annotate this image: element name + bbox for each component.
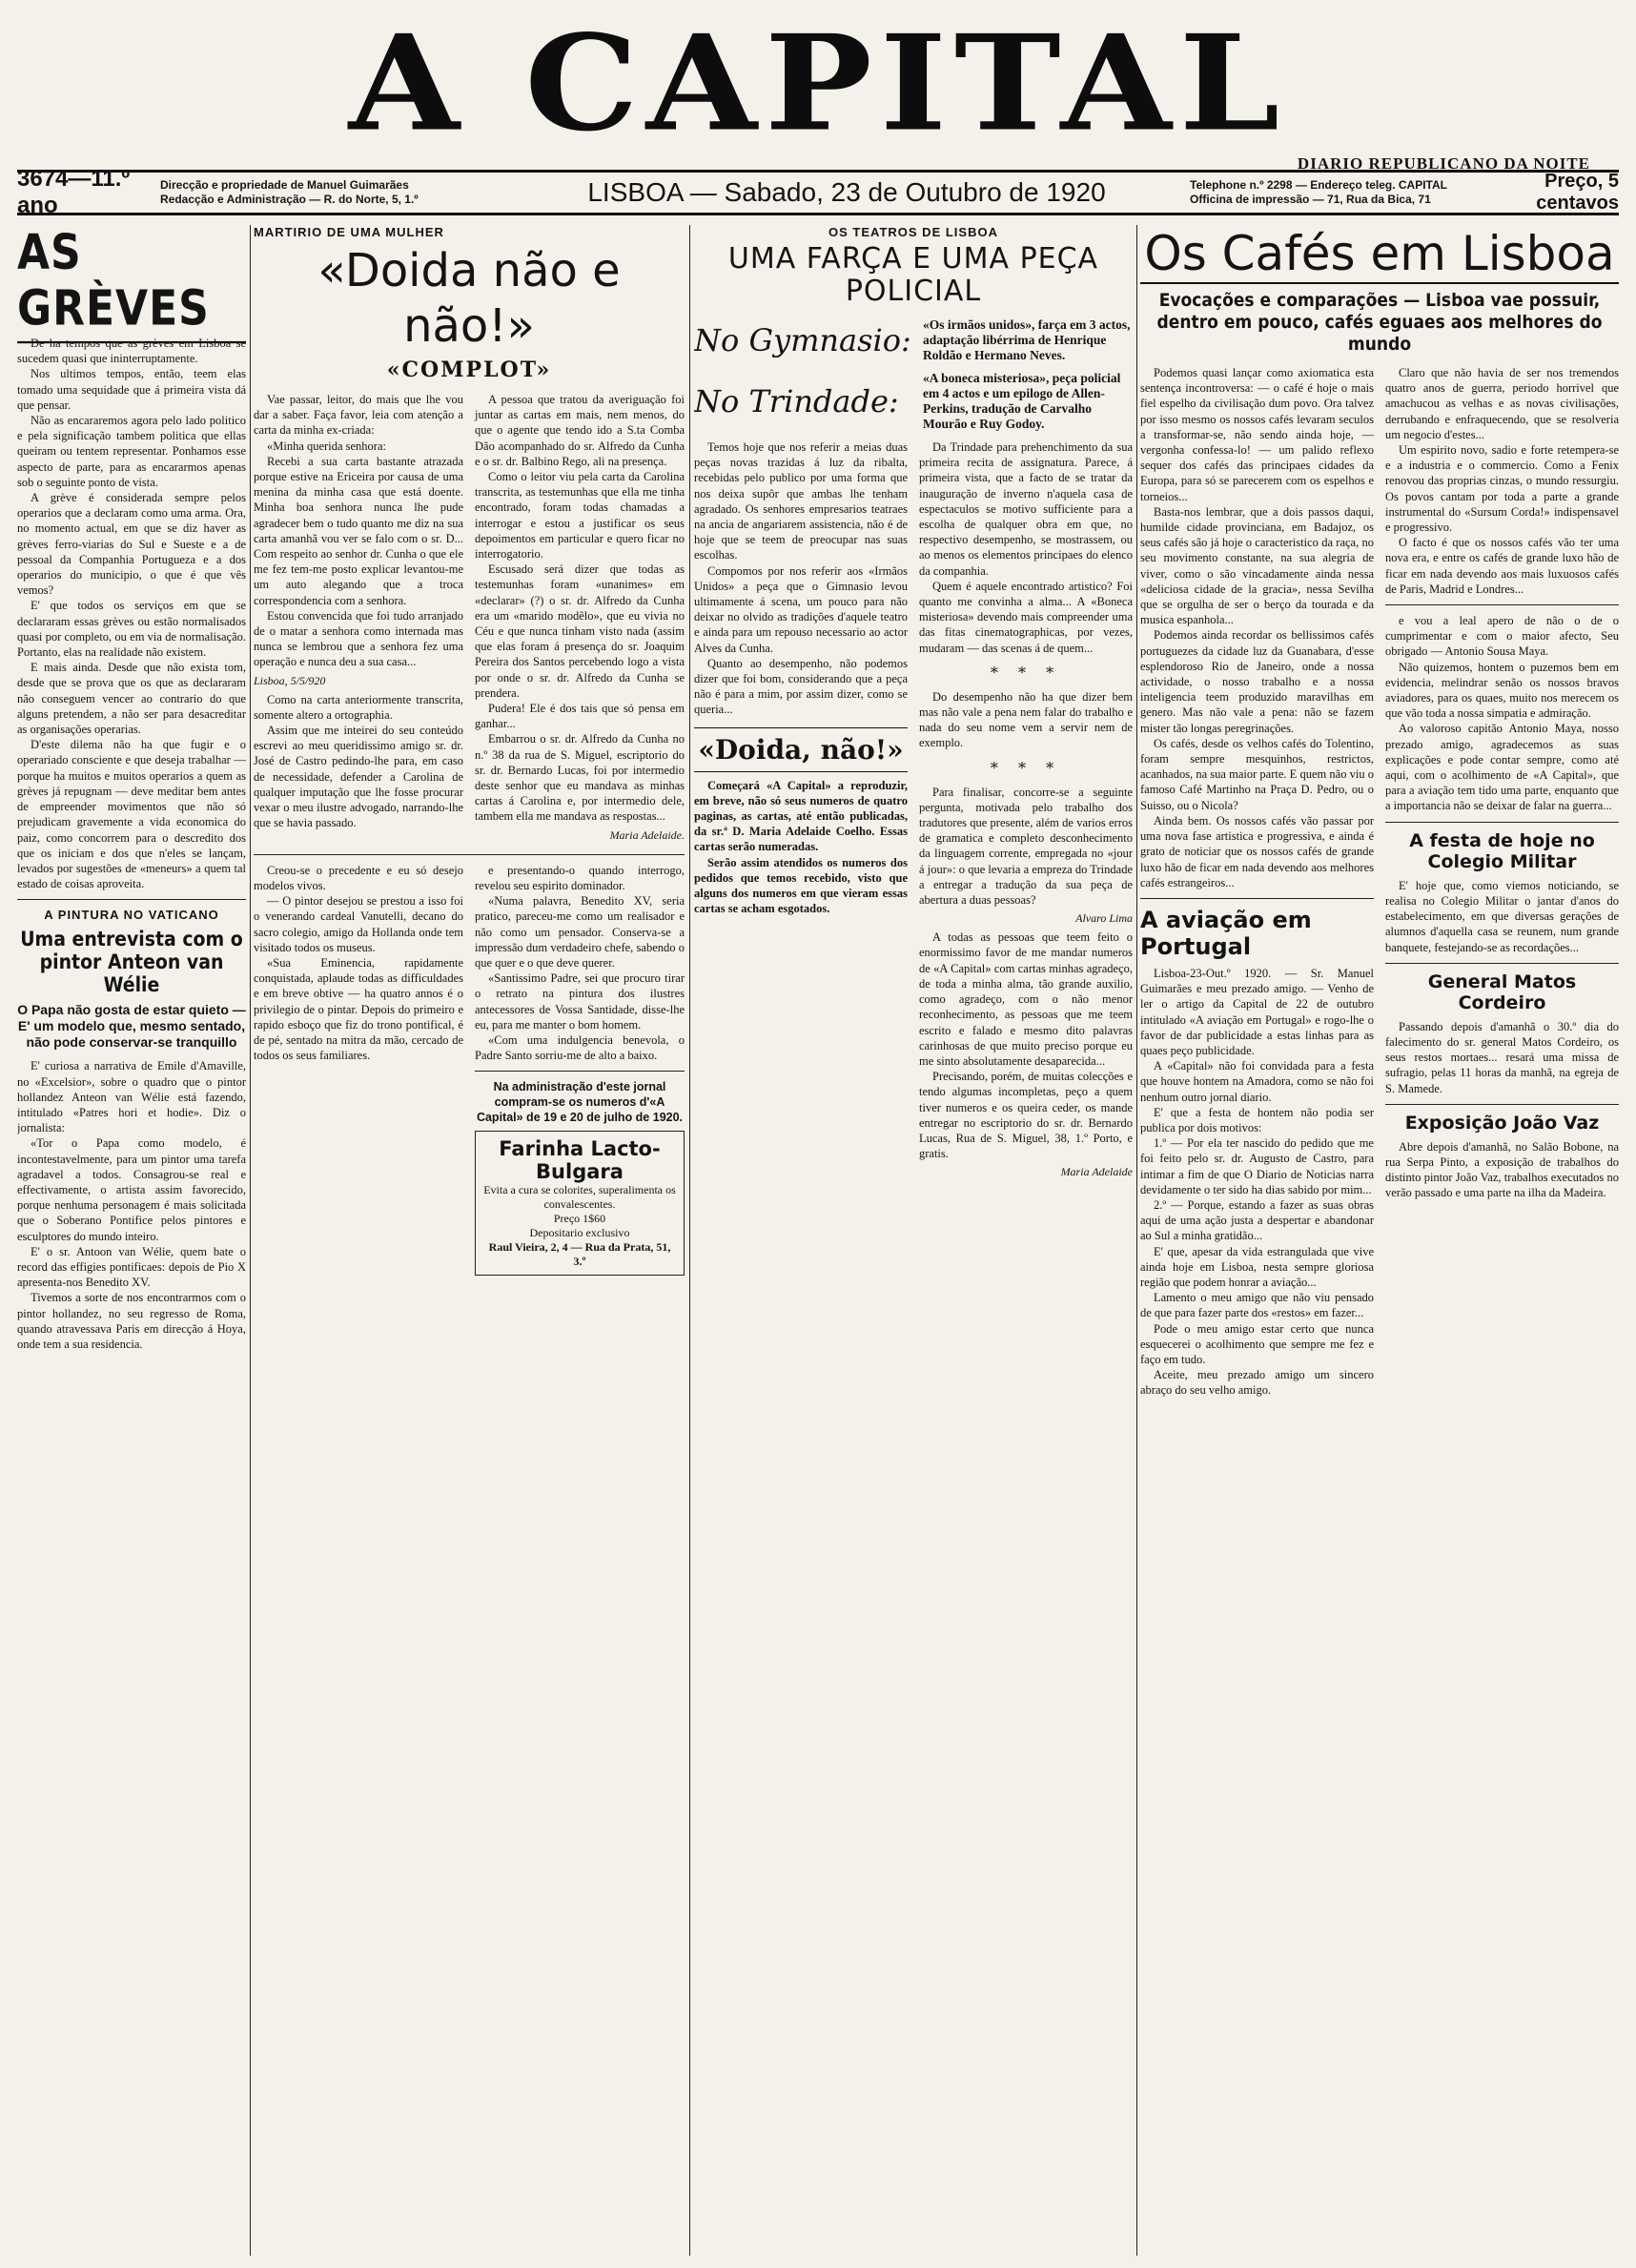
paragraph: Embarrou o sr. dr. Alfredo da Cunha no n.º 38 da rua de S. Miguel, escriptorio do sr. dr. Bernardo Lucas, foi por intermedio deste senhor que eu mandava as minhas cartas á Carolina e, por intermedio dele, tambem ella me mandava as respostas... [475,732,685,824]
paragraph: e presentando-o quando interrogo, revelou seu espirito dominador. [475,863,685,892]
column-teatros [694,225,1133,1183]
paragraph: Assim que me inteirei do seu conteúdo escrevi ao meu queridissimo amigo sr. dr. José de Castro pedindo-lhe para, em caso de necessidade, defender a Carolina de qualquer imputação que lhe fosse procurar vexar o meu ilustre advogado, narrando-lhe que se havia passado. [254,724,463,830]
theatre-name: No Gymnasio: [694,322,911,358]
deck-cafes: Evocações e comparações — Lisboa vae possuir, dentro em pouco, cafés eguaes aos melhores do mundo [1156,290,1603,355]
ad-line: Depositario exclusivo [529,1226,630,1240]
article-right [475,392,685,847]
paragraph: Precisando, porém, de muitas colecções e tendo algumas incompletas, peço a quem tiver numeros e os queira ceder, os mande entregar no escriptorio do sr. dr. Bernardo Lucas, Rua de S. Miguel, 38, 1.º Porto, e gratis. [919,1070,1133,1161]
paragraph: Temos hoje que nos referir a meias duas peças novas trazidas á luz da ribalta, recebidas pelo publico por uma forma que nos deixa supôr que ambas lhe tenham agradado. Os senhores empresarios teatraes na ancia de angariarem assistencia, não é de hoje que se teem de preocupar nas suas escolhas. [694,440,908,562]
paragraph: E' que, apesar da vida estrangulada que vive ainda hoje em Lisboa, nesta sempre gloriosa região que podem honrar a aviação... [1140,1244,1374,1289]
telephone-line: Telephone n.º 2298 — Endereço teleg. CAPITAL [1190,178,1447,192]
cafes-left [1140,365,1374,1399]
paragraph: Um espirito novo, sadio e forte retempera-se e a industria e o commercio. Como a Fenix renovou das proprias cinzas, o mundo ressurgiu. Os povos cantam por toda a parte a grande instrumental do «Sursum Corda!» indispensavel e progressivo. [1385,443,1619,535]
paragraph: Não as encararemos agora pelo lado politico e pela significação tambem politica que ellas queiram ou tentem representar. Ponhamos esse aspecto de parte, para as encararmos apenas sob o seguinte ponto de vista. [17,414,246,489]
signature: Maria Adelaide. [609,828,685,842]
teatros-left [694,439,908,1183]
ad-price: Preço 1$60 [553,1212,606,1226]
headline-cafes: Os Cafés em Lisboa [1140,225,1619,284]
headline-doida-nao: «Doida, não!» [694,727,908,772]
paragraph: «Minha querida senhora: [267,439,386,453]
article-columns [254,392,685,847]
teatros-right [919,439,1133,1183]
theatre-gymnasio [694,317,1133,363]
headline-matos-cordeiro: General Matos Cordeiro [1427,971,1577,1013]
paragraph: Tivemos a sorte de nos encontrarmos com o pintor hollandez, no seu regresso de Roma, quando atravessava Paris em direcção á Hoya, onde tem a sua residencia. [17,1291,246,1351]
paragraph: A todas as pessoas que teem feito o enormissimo favor de me mandar numeros de «A Capital» com cartas minhas agradeço, de toda a minha alma, tão grande auxilio, como agradeço, com o não menor reconhecimento, as pessoas que me teem escrito e falado e mesmo dito palavras carinhosas de que muito preciso porque eu me sinto absolutamente desaparecida... [919,930,1133,1068]
kicker-pintura: A PINTURA NO VATICANO [44,908,219,923]
nameplate: A CAPITAL [348,6,1288,161]
paragraph: Ainda bem. Os nossos cafés vão passar por uma nova fase artistica e progressiva, e ainda é grato de noticiar que os nossos cafés de grande luxo hão de ficar em nada devendo aos melhores cafés estrangeiros... [1140,813,1374,889]
paragraph: 1.º — Por ela ter nascido do pedido que me foi feito pelo sr. dr. Augusto de Castro, para intimar a fim de que O Diario de Noticias narra devidamente o ter sido ha dias sabido por mim... [1140,1136,1374,1196]
printing-line: Officina de impressão — 71, Rua da Bica, 71 [1190,193,1431,206]
paragraph: A grève é considerada sempre pelos operarios que a declaram como uma arma. Ora, no momento actual, em que se diz haver as grèves ferro-viarias do Sul e Sueste e a de pessoal da Companhia Portugueza e a dos operarios do municipio, o que é que vês vemos? [17,491,246,598]
headline-doida: «Doida não e não!» [317,244,621,353]
ad-line: Evita a cura se colorites, superalimenta os convalescentes. [483,1183,676,1212]
paragraph: Vae passar, leitor, do mais que lhe vou dar a saber. Faça favor, leia com atenção a carta da minha ex-criada: [254,393,463,438]
section-divider [1385,1104,1619,1105]
paragraph: Os cafés, desde os velhos cafés do Tolentino, foram sempre mesquinhos, restrictos, acanhados, na sua maior parte. E quem não viu o famoso Café Martinho na Praça D. Pedro, ou o Suisso, ou o Nicola? [1140,736,1374,812]
theatre-name: No Trindade: [694,383,899,419]
paragraph: Começará «A Capital» a reproduzir, em breve, não só seus numeros de quatro paginas, as cartas, até então publicadas, da sr.ª D. Maria Adelaide Coelho. Essas cartas serão numeradas. [694,778,908,854]
ad-line: Raul Vieira, 2, 4 — Rua da Prata, 51, 3.º [488,1240,671,1269]
paragraph: Escusado será dizer que todas as testemunhas foram «unanimes» em «declarar» (?) o sr. dr. Alfredo da Cunha era um «marido modêlo», que eu vivia no Céu e que nunca tinham visto nada (assim que elas foram á presença do sr. Joaquim Pereira dos Santos percebendo logo a vista por onde o sr. dr. Alfredo da Cunha se prendera. [475,562,685,700]
headline-farca: UMA FARÇA E UMA PEÇA POLICIAL [727,242,1099,308]
section-divider [1385,604,1619,605]
paragraph: Pode o meu amigo estar certo que nunca esquecerei o acolhimento que sempre me fez e faço em tudo. [1140,1321,1374,1366]
paragraph: E' curiosa a narrativa de Emile d'Amaville, no «Excelsior», sobre o quadro que o pintor hollandez Anteon van Wélie está fazendo, intitulado «Patres hori et hodie». Diz o jornalista: [17,1059,246,1135]
paragraph: Quanto ao desempenho, não podemos dizer que foi bom, considerando que a peça não é para a mim, por assim dizer, como se queria... [694,656,908,717]
headline-colegio-militar: A festa de hoje no Colegio Militar [1409,829,1595,872]
direction-info [160,178,503,207]
continued-right [475,863,685,1277]
section-divider [254,854,685,855]
paragraph: Não quizemos, hontem o puzemos bem em evidencia, melindrar senão os nossos bravos aviadores, para os quaes, muito nos merecem os que vão toda a nossa simpatia e admiração. [1385,660,1619,721]
subheadline-complot: «COMPLOT» [386,358,552,382]
kicker-martirio: MARTIRIO DE UMA MULHER [254,225,444,239]
paragraph: D'este dilema não ha que fugir e o operariado consciente e que deseja trabalhar — porque ha muitos e muitos operarios a quem as grèves já repugnam — deve meditar bem antes de empreender movimentos que não só prejudicam gravemente a vida economica do paiz, como concorrem para o descredito dos que os iniciam e dos que n'eles se lançam, levados por sugestões de «meneurs» a quem tal estado de coisas aproveita. [17,738,246,891]
paragraph: Do desempenho não ha que dizer bem mas não vale a pena nem falar do trabalho e nada do seu nome vem a servir nem de exemplo. [919,689,1133,750]
paragraph: De ha tempos que as grèves em Lisboa se sucedem quasi que ininterruptamente. [17,337,246,366]
cafes-right [1385,365,1619,1399]
paragraph: Da Trindade para prehenchimento da sua primeira recita de assignatura. Parece, á primeira vista, que a facto de se tratar da inauguração de inverno n'aquela casa de espectaculos se motivo sufficiente para a escolha de qualquer obra em que, no respectivo desempenho, se mostrassem, ou ao menos os elementos principaes do elenco da companhia. [919,440,1133,578]
column-greves [17,225,246,1352]
administration-note: Na administração d'este jornal compram-se os numeros d'«A Capital» de 19 e 20 de julho de 1920. [476,1080,684,1125]
dateline: LISBOA — Sabado, 23 de Outubro de 1920 [587,177,1106,207]
masthead [17,6,1619,173]
paragraph: «Sua Eminencia, rapidamente conquistada, aplaude todas as difficuldades e em breve obtive — ha quatro annos é o privilegio de o pintar. Depois do primeiro e rapido esboço que fiz do trono pontifical, é de pé, sentado na mitra da mão, cercado de todos os seus familiares. [254,955,463,1063]
paragraph: E' hoje que, como viemos noticiando, se realisa no Colegio Militar o jantar d'anos do estabelecimento, em que diversas gerações de alumnos d'aquella casa se reunem, num grande banquete, festejando-se as recordações... [1385,878,1619,954]
article-left [254,392,463,847]
paragraph: — O pintor desejou se prestou a isso foi o venerando cardeal Vanutelli, decano do sacro colegio, amigo da Hollanda onde tem visitado todos os museus. [254,894,463,954]
issue-number: 3674—11.º ano [17,166,131,218]
paragraph: Recebi a sua carta bastante atrazada porque estive na Ericeira por causa de uma menina da minha casa que está doente. Minha boa senhora nunca lhe pude agradecer bem o tudo quanto me diz na sua carta amanhã vou ver se falo com o sr. D... Com respeito ao senhor dr. Cunha o que ele me fez tem-me posto explicar levantou-me um auto alegando que a troca correspondencia com a senhora. [254,454,463,607]
paragraph: Lamento o meu amigo que não viu pensado de que para fazer parte dos «restos» em fazer... [1140,1291,1374,1320]
headline-aviacao: A aviação em Portugal [1140,906,1312,960]
paragraph: Podemos ainda recordar os bellissimos cafés portuguezes da cidade luz da Guanabara, d'esse esplendoroso Rio de Janeiro, onde a nossa actividade, o nosso trabalho e a nossa inteligencia teem produzido maravilhas em genero. Mas não vale a pena: não se fazem mister tão longas peregrinações. [1140,628,1374,735]
paragraph: Para finalisar, concorre-se a seguinte pergunta, motivada pelo trabalho dos tradutores que presente, além de varios erros de gramatica e completo desconhecimento da linguagem corrente, empregada no «jour á jour»: o que levaria a empreza do Trindade a entregar a tradução da sua peça de abertura a duas pessoas? [919,785,1133,908]
signature: Maria Adelaide [1060,1165,1133,1179]
entrevista-continued [254,863,685,1277]
headline-entrevista: Uma entrevista com o pintor Anteon van Wélie [20,928,243,997]
paragraph: E' que todos os serviços em que se declararam essas grèves ou estão normalisados quasi por completo, ou em via de normalisação. Portanto, elas na realidade não existem. [17,599,246,660]
contact-info [1190,178,1476,207]
section-divider [17,899,246,900]
separator-asterisks: * * * [990,663,1062,682]
price: Preço, 5 centavos [1536,171,1619,214]
deck-entrevista: O Papa não gosta de estar quieto — E' um modelo que, mesmo sentado, não pode conservar-se tranquillo [17,1002,246,1051]
paragraph: Claro que não havia de ser nos tremendos quatro anos de guerra, periodo horrivel que amachucou as velhas e as novas civilisações, derrubando e enfraquecendo, que se resolveria um negocio d'estes... [1385,366,1619,441]
paragraph: Basta-nos lembrar, que a dois passos daqui, humilde cidade provinciana, em Badajoz, os seus cafés são já hoje o caracteristico da raça, no seu movimento constante, na sua alegria de viver, como o são vincadamente ainda nessa «deliciosa cidade de la gracia», nessa Sevilha que se orgulha de ser o berço da tourada e da musica espanhola... [1140,504,1374,627]
paragraph: Como o leitor viu pela carta da Carolina transcrita, as testemunhas que ella me tinha encontrado, foram todas chamadas a interrogar e estou a justificar os seus depoimentos em particular e quero ficar no interrogatorio. [475,470,685,562]
direction-line: Direcção e propriedade de Manuel Guimarães [160,178,409,192]
section-divider [475,1071,685,1072]
paragraph: Estou convencida que foi tudo arranjado de o matar a senhora como internada mas nunca se lembrou que a senhora fez uma operação e nunca deu a sua casa... [254,608,463,669]
info-bar [17,166,1619,218]
masthead-subtitle: DIARIO REPUBLICANO DA NOITE [1297,154,1590,173]
paragraph: Nos ultimos tempos, então, teem elas tomado uma sequidade que á primeira vista dá que pensar. [17,367,246,412]
column-rule [250,225,251,2256]
paragraph: O facto é que os nossos cafés vão ter uma nova era, e entre os cafés de grande luxo hão de ficar em nada devendo aos mais luxuosos cafés de Paris, Madrid e Londres... [1385,536,1619,596]
signature: Alvaro Lima [1075,911,1133,926]
teatros-columns [694,439,1133,1183]
theatre-desc: «A boneca misteriosa», peça policial em 4 actos e um epilogo de Allen-Perkins, tradução de Carvalho Mourão e Ruy Godoy. [923,371,1121,431]
separator-asterisks: * * * [990,758,1062,777]
section-divider [1385,963,1619,964]
paragraph: «Santissimo Padre, sei que procuro tirar o retrato na pintura dos ilustres antecessores de Vossa Santidade, disse-lhe eu, para me manter o bom homem. [475,971,685,1032]
section-divider [1140,898,1374,899]
paragraph: e vou a leal apero de não o de o cumprimentar e com o maior afecto, Seu obrigado — Antonio Sousa Maya. [1385,614,1619,659]
column-rule [689,225,690,2256]
paragraph: Compomos por nos referir aos «Irmãos Unidos» a peça que o Gimnasio levou ultimamente á scena, um pouco para não deixar no olvido as tradições d'aquele teatro e ainda para um repouso necessario ao actor Alves da Cunha. [694,563,908,655]
paragraph: Abre depois d'amanhã, no Salão Bobone, na rua Serpa Pinto, a exposição de trabalhos do distinto pintor João Vaz, trabalhos executados no verão passado e uma parte na ilha da Madeira. [1385,1139,1619,1200]
paragraph: Ao valoroso capitão Antonio Maya, nosso prezado amigo, agradecemos as suas explicações e pode contar sempre, como até aqui, com o acolhimento de «A Capital», que para a aviação tem tido uma parte, enquanto que a importancia não se deixar de falar na guerra... [1385,722,1619,813]
paragraph: Aceite, meu prezado amigo um sincero abraço do seu velho amigo. [1140,1368,1374,1398]
continued-left [254,863,463,1277]
headline-exposicao: Exposição João Vaz [1404,1112,1600,1134]
paragraph: «Tor o Papa como modelo, é incontestavelmente, para um pintor uma tarefa agradavel a todos. Consagrou-se real e effectivamente, o artista assim favorecido, porque nenhuma personagem é mais solicitada que o Soberano Pontifice pelos pintores e esculptores do mundo inteiro. [17,1136,246,1243]
paragraph: Podemos quasi lançar como axiomatica esta sentença incontroversa: — o café é hoje o mais fiel espelho da civilisação dum povo. Ora talvez por isso mesmo os nossos cafés levaram seculos a transformar-se, não sendo ainda hoje, — vergonha confessa-lo! — um palido reflexo sequer dos cafés das principaes cidades da Europa, para só se parecerem com os espelhos e torneios... [1140,366,1374,503]
headline-greves: AS GRÈVES [17,225,246,343]
paragraph: 2.º — Porque, estando a fazer as suas obras aqui de uma ação justa a despertar e abandonar ao Sul a minha gratidão... [1140,1197,1374,1243]
paragraph: Creou-se o precedente e eu só desejo modelos vivos. [254,863,463,892]
column-rule [1136,225,1137,2256]
section-divider [1385,822,1619,823]
kicker-teatros: OS TEATROS DE LISBOA [828,225,998,239]
paragraph: Quem é aquele encontrado artistico? Foi quanto me convinha a alma... A «Boneca misteriosa» devendo mais compreender uma das fitas cinematographicas, por vezes, mudaram — das scenas á de quem... [919,579,1133,655]
paragraph: Como na carta anteriormente transcrita, somente altero a ortographia. [254,692,463,722]
column-doida [254,225,685,1276]
column-cafes [1140,225,1619,1399]
paragraph: A pessoa que tratou da averiguação foi juntar as cartas em mais, nem menos, do que o agente que tendo ido a S.ta Comba Dão acompanhado do sr. Alfredo da Cunha e o sr. dr. Balbino Rego, ali na presença. [475,393,685,468]
theatre-trindade [694,371,1133,432]
paragraph: E mais ainda. Desde que não exista tom, desde que se prova que os que as declararam não conseguem vencer ao contrario do que alguns pretendem, a não ser para desacreditar as organisações operarias. [17,661,246,737]
cafes-columns [1140,365,1619,1399]
paragraph: Serão assim atendidos os numeros dos pedidos que temos recebido, visto que alguns dos numeros em que vieram essas cartas se acham esgotados. [694,855,908,916]
paragraph: «Com uma indulgencia benevola, o Padre Santo sorriu-me de alto a baixo. [475,1032,685,1063]
paragraph: «Numa palavra, Benedito XV, seria pratico, pareceu-me como um realisador e não como um pensador. Conserva-se a impressão dum verdadeiro chefe, sabendo o que quer e o que deve querer. [475,894,685,970]
advertisement [475,1131,685,1276]
paragraph: E' o sr. Antoon van Wélie, quem bate o record das effigies pontificaes: depois de Pio X apresenta-nos Benedito XV. [17,1244,246,1290]
paragraph: A «Capital» não foi convidada para a festa que houve hontem na Amadora, como se não foi nenhum outro jornal diario. [1140,1059,1374,1104]
paragraph: E' que a festa de hontem não podia ser publica por dois motivos: [1140,1105,1374,1134]
administration-line: Redacção e Administração — R. do Norte, 5, 1.º [160,193,419,206]
letter-date: Lisboa, 5/5/920 [254,673,326,687]
paragraph: Lisboa-23-Out.º 1920. — Sr. Manuel Guimarães e meu prezado amigo. — Venho de ler o artigo da Capital de 22 de outubro intitulado «A aviação em Portugal» e rogo-lhe o favor de dar publicidade a estas linhas para as quaes peço publicidade. [1140,966,1374,1057]
theatre-desc: «Os irmãos unidos», farça em 3 actos, adaptação libérrima de Henrique Roldão e Hermano Neves. [923,317,1131,362]
paragraph: Pudera! Ele é dos tais que só pensa em ganhar... [475,702,685,731]
ad-title: Farinha Lacto-Bulgara [499,1137,661,1184]
paragraph: Passando depois d'amanhã o 30.º dia do falecimento do sr. general Matos Cordeiro, os seus restos mortaes... resará uma missa de sufragio, pelas 11 horas da manhã, na egreja de S. Mamede. [1385,1019,1619,1095]
